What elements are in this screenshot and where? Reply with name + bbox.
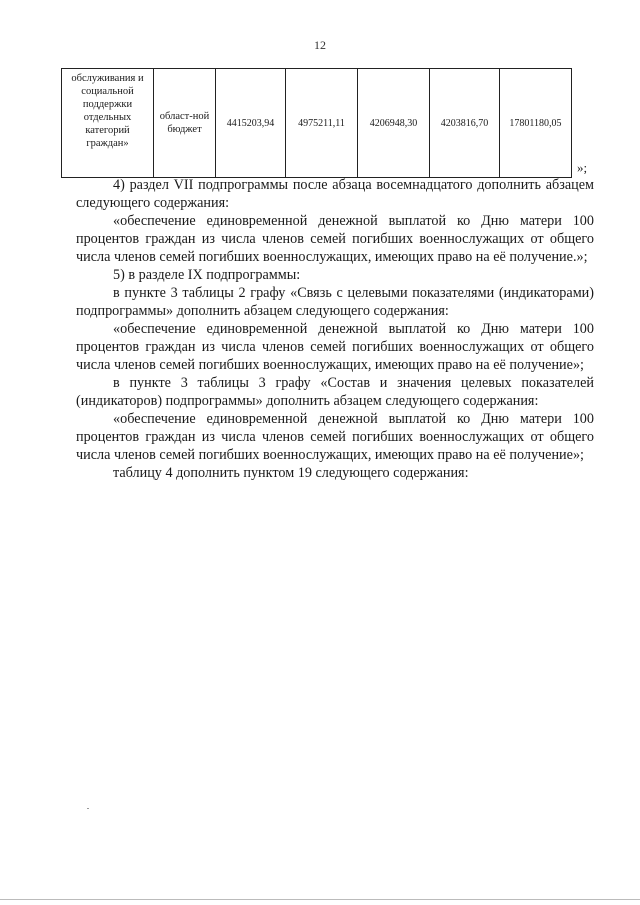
document-body bbox=[76, 176, 594, 482]
paragraph: в пункте 3 таблицы 2 графу «Связь с целевыми показателями (индикаторами) подпрограммы» дополнить абзацем следующего содержания: bbox=[76, 285, 594, 319]
table-cell-total: 17801180,05 bbox=[500, 69, 572, 178]
scan-speck bbox=[87, 808, 89, 809]
table-closing-quote: »; bbox=[577, 160, 588, 175]
table-cell-value: 4203816,70 bbox=[430, 69, 500, 178]
paragraph: 4) раздел VII подпрограммы после абзаца восемнадцатого дополнить абзацем следующего содержания: bbox=[76, 177, 594, 211]
table-cell-value: 4415203,94 bbox=[216, 69, 286, 178]
table-row bbox=[62, 69, 572, 178]
paragraph: «обеспечение единовременной денежной выплатой ко Дню матери 100 процентов граждан из числа членов семей погибших военнослужащих от общего числа членов семей погибших военнослужащих, имеющих право на её получение»; bbox=[76, 411, 594, 463]
table-cell-value: 4975211,11 bbox=[286, 69, 358, 178]
paragraph: таблицу 4 дополнить пунктом 19 следующего содержания: bbox=[113, 465, 469, 481]
table-cell-description: обслуживания и социальной поддержки отдельных категорий граждан» bbox=[62, 69, 154, 178]
table-cell-source: област-ной бюджет bbox=[154, 69, 216, 178]
budget-table bbox=[61, 68, 572, 178]
paragraph: «обеспечение единовременной денежной выплатой ко Дню матери 100 процентов граждан из числа членов семей погибших военнослужащих от общего числа членов семей погибших военнослужащих, имеющих право на её получение.»; bbox=[76, 213, 594, 265]
paragraph: в пункте 3 таблицы 3 графу «Состав и значения целевых показателей (индикаторов) подпрограммы» дополнить абзацем следующего содержания: bbox=[76, 375, 594, 409]
table-cell-value: 4206948,30 bbox=[358, 69, 430, 178]
page-bottom-edge bbox=[0, 899, 640, 900]
paragraph: «обеспечение единовременной денежной выплатой ко Дню матери 100 процентов граждан из числа членов семей погибших военнослужащих от общего числа членов семей погибших военнослужащих, имеющих право на её получение»; bbox=[76, 321, 594, 373]
page-number: 12 bbox=[314, 38, 326, 52]
paragraph: 5) в разделе IX подпрограммы: bbox=[113, 267, 301, 283]
